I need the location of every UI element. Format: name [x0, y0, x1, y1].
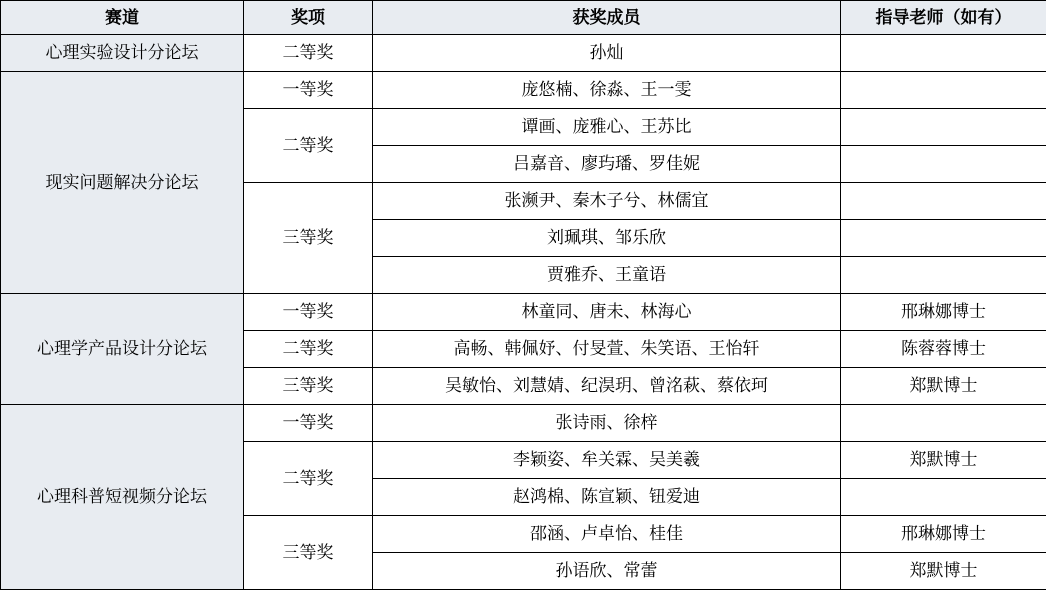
teacher-cell: 郑默博士: [841, 368, 1046, 405]
award-cell: 三等奖: [244, 516, 373, 590]
table-row: [1, 294, 1046, 331]
members-cell: 吕嘉音、廖玙璠、罗佳妮: [373, 146, 841, 183]
members-cell: 邵涵、卢卓怡、桂佳: [373, 516, 841, 553]
track-cell: 心理实验设计分论坛: [1, 35, 244, 72]
teacher-cell: 邢琳娜博士: [841, 516, 1046, 553]
track-cell: 现实问题解决分论坛: [1, 72, 244, 294]
award-cell: 二等奖: [244, 442, 373, 516]
award-cell: 一等奖: [244, 294, 373, 331]
table-row: [1, 405, 1046, 442]
teacher-cell: 郑默博士: [841, 442, 1046, 479]
members-cell: 李颖姿、牟关霖、吴美羲: [373, 442, 841, 479]
award-cell: 三等奖: [244, 183, 373, 294]
teacher-cell: [841, 146, 1046, 183]
members-cell: 孙语欣、常蕾: [373, 553, 841, 590]
column-header-teacher: 指导老师（如有）: [841, 1, 1046, 35]
members-cell: 赵鸿棉、陈宣颖、钮爱迪: [373, 479, 841, 516]
members-cell: 刘珮琪、邹乐欣: [373, 220, 841, 257]
track-cell: 心理学产品设计分论坛: [1, 294, 244, 405]
members-cell: 林童同、唐未、林海心: [373, 294, 841, 331]
award-cell: 二等奖: [244, 109, 373, 183]
column-header-members: 获奖成员: [373, 1, 841, 35]
table-header: [1, 1, 1046, 35]
teacher-cell: [841, 405, 1046, 442]
teacher-cell: [841, 109, 1046, 146]
members-cell: 高畅、韩佩妤、付旻萱、朱笑语、王怡轩: [373, 331, 841, 368]
teacher-cell: [841, 183, 1046, 220]
column-header-track: 赛道: [1, 1, 244, 35]
teacher-cell: [841, 479, 1046, 516]
table-body: [1, 35, 1046, 590]
members-cell: 吴敏怡、刘慧婧、纪淏玥、曾洺萩、蔡依珂: [373, 368, 841, 405]
award-cell: 一等奖: [244, 72, 373, 109]
teacher-cell: [841, 35, 1046, 72]
teacher-cell: 邢琳娜博士: [841, 294, 1046, 331]
teacher-cell: 郑默博士: [841, 553, 1046, 590]
table-row: [1, 72, 1046, 109]
award-cell: 二等奖: [244, 331, 373, 368]
members-cell: 张濒尹、秦木子兮、林儒宜: [373, 183, 841, 220]
teacher-cell: [841, 257, 1046, 294]
teacher-cell: [841, 72, 1046, 109]
table-row: [1, 35, 1046, 72]
teacher-cell: 陈蓉蓉博士: [841, 331, 1046, 368]
members-cell: 贾雅乔、王童语: [373, 257, 841, 294]
column-header-award: 奖项: [244, 1, 373, 35]
award-cell: 二等奖: [244, 35, 373, 72]
track-cell: 心理科普短视频分论坛: [1, 405, 244, 590]
members-cell: 谭画、庞雅心、王苏比: [373, 109, 841, 146]
award-cell: 三等奖: [244, 368, 373, 405]
members-cell: 庞悠楠、徐淼、王一雯: [373, 72, 841, 109]
teacher-cell: [841, 220, 1046, 257]
table-header-row: [1, 1, 1046, 35]
members-cell: 孙灿: [373, 35, 841, 72]
members-cell: 张诗雨、徐梓: [373, 405, 841, 442]
award-cell: 一等奖: [244, 405, 373, 442]
